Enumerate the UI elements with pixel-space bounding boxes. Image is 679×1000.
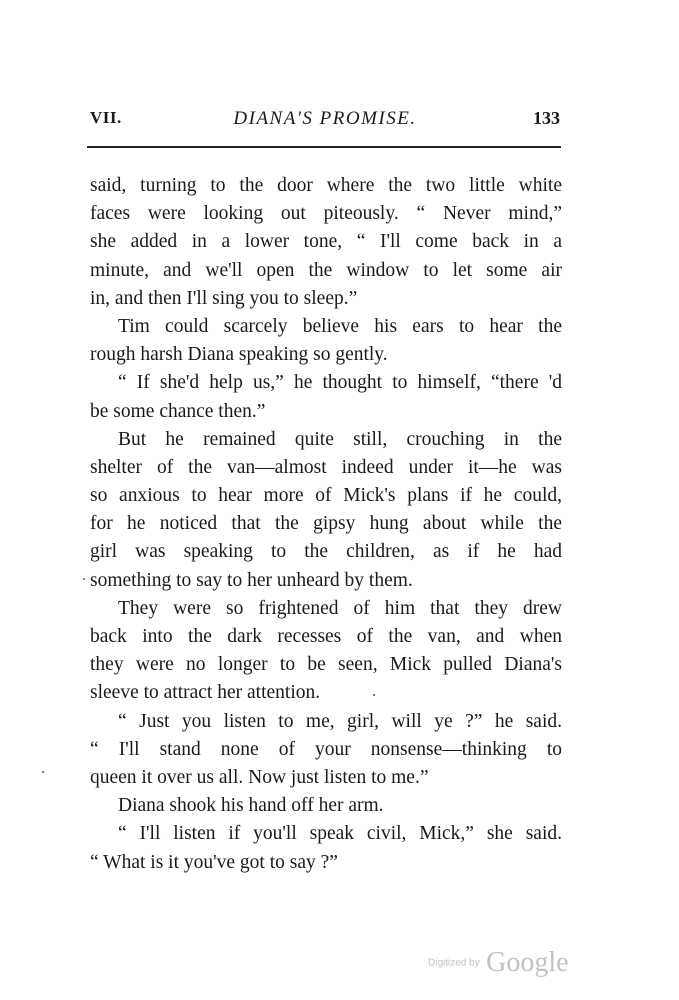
text-line: queen it over us all. Now just listen to me.”: [90, 766, 429, 788]
text-line: sleeve to attract her attention.: [90, 682, 321, 704]
text-line: “ Just you listen to me, girl, will ye ?” he said.: [118, 710, 562, 732]
running-title: DIANA'S PROMISE.: [233, 108, 417, 129]
text-line: in, and then I'll sing you to sleep.”: [90, 287, 358, 309]
text-line: back into the dark recesses of the van, and when: [90, 626, 562, 647]
text-line: They were so frightened of him that they drew: [118, 597, 562, 619]
text-line: “ I'll stand none of your nonsense—thinking to: [90, 738, 562, 760]
watermark-prefix: Digitized by: [428, 957, 480, 969]
chapter-numeral: VII.: [90, 108, 122, 127]
text-line: Diana shook his hand off her arm.: [118, 795, 384, 817]
text-line: But he remained quite still, crouching in the: [118, 428, 562, 450]
page-number: 133: [533, 108, 560, 128]
google-logo: Google: [486, 947, 569, 978]
digitized-by-google-watermark: [428, 947, 569, 979]
text-line: “ What is it you've got to say ?”: [90, 851, 338, 873]
text-line: be some chance then.”: [90, 400, 266, 422]
text-line: for he noticed that the gipsy hung about while the: [90, 513, 562, 535]
print-speck: [373, 694, 375, 696]
text-line: Tim could scarcely believe his ears to hear the: [118, 315, 562, 337]
text-line: faces were looking out piteously. “ Never mind,”: [90, 203, 562, 225]
text-line: said, turning to the door where the two little white: [90, 175, 562, 196]
text-line: something to say to her unheard by them.: [90, 569, 413, 591]
running-head: [90, 108, 560, 138]
text-line: shelter of the van—almost indeed under it—he was: [90, 456, 562, 478]
print-speck: [42, 771, 44, 773]
text-line: so anxious to hear more of Mick's plans if he could,: [90, 485, 562, 507]
text-line: they were no longer to be seen, Mick pulled Diana's: [90, 654, 562, 676]
text-line: minute, and we'll open the window to let some air: [90, 259, 562, 281]
body-text: [90, 172, 562, 877]
header-rule: [87, 146, 561, 148]
text-line: “ If she'd help us,” he thought to himself, “there 'd: [118, 372, 562, 394]
print-speck: [83, 578, 85, 580]
text-line: “ I'll listen if you'll speak civil, Mick,” she said.: [118, 823, 562, 845]
text-line: girl was speaking to the children, as if he had: [90, 541, 562, 563]
text-line: rough harsh Diana speaking so gently.: [90, 344, 388, 366]
text-line: she added in a lower tone, “ I'll come back in a: [90, 231, 562, 253]
